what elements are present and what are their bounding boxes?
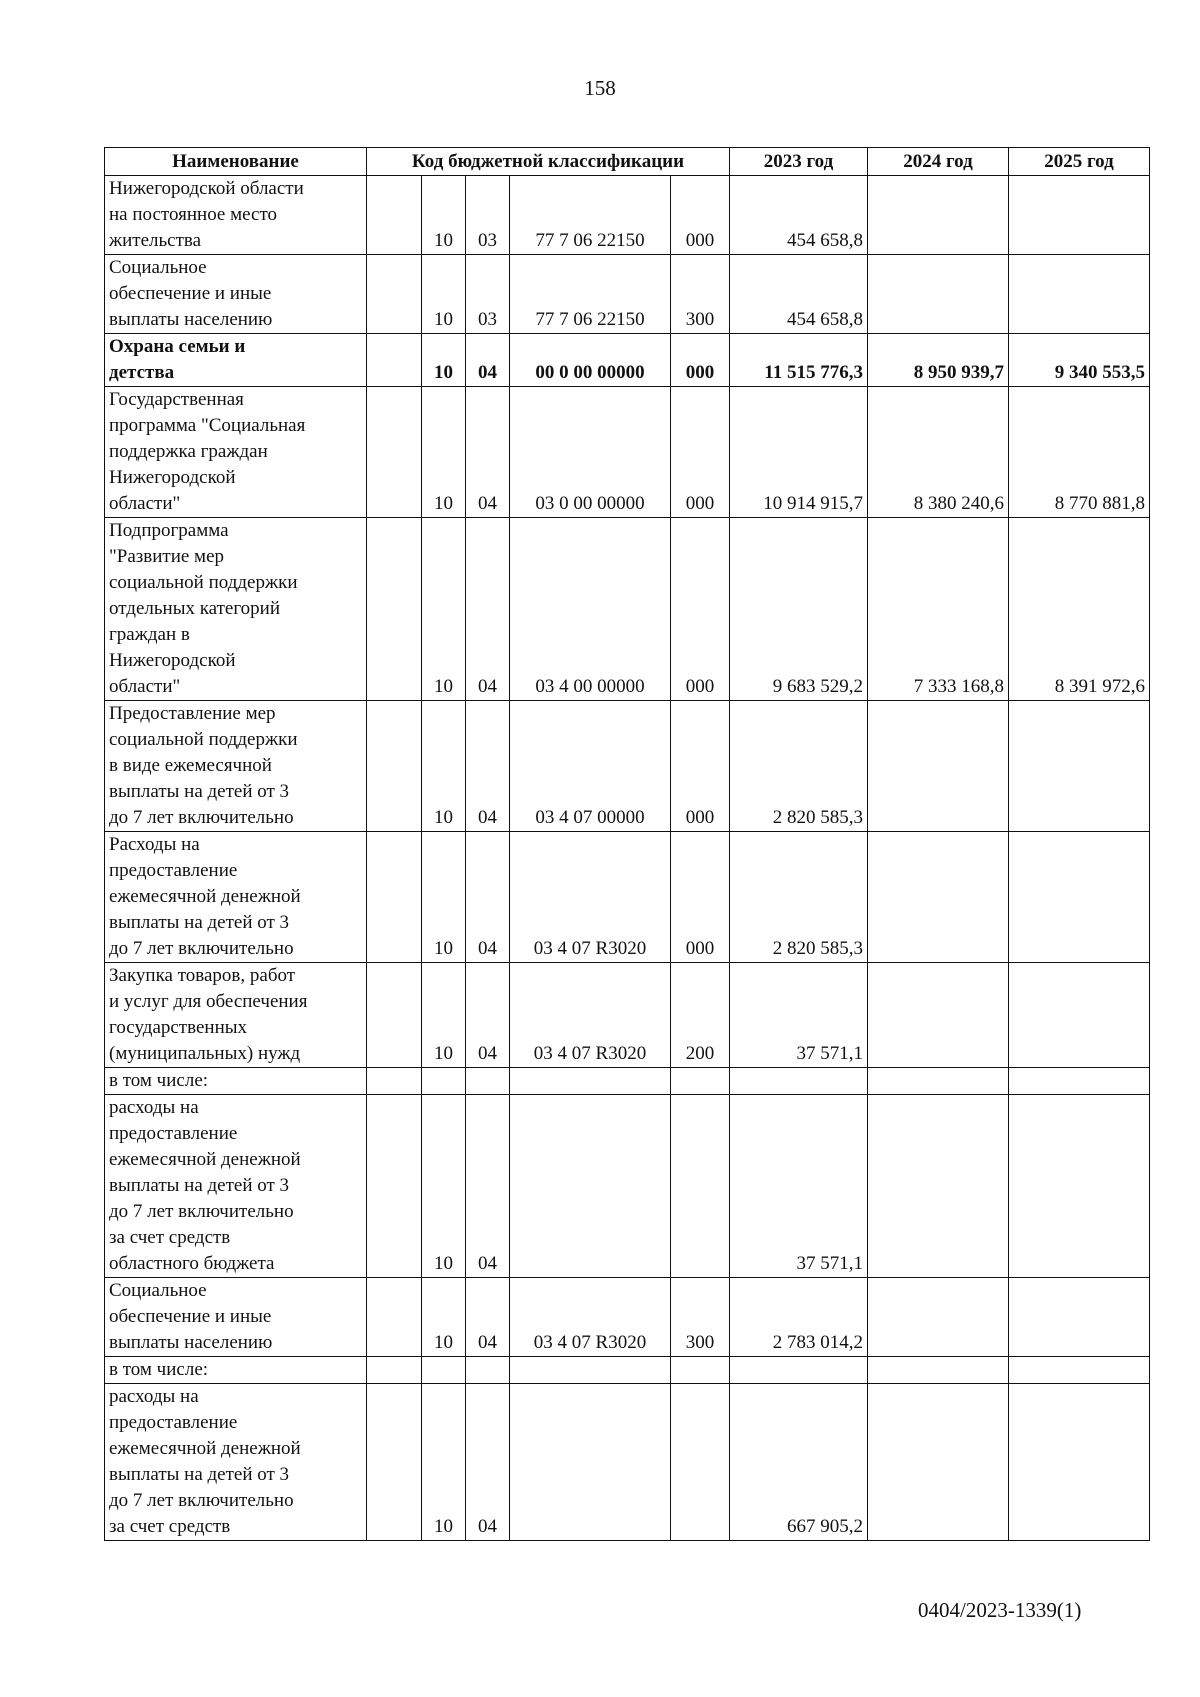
cell-y2024 [868,832,1009,963]
header-row [105,148,1150,176]
cell-name: расходы на предоставление ежемесячной денежной выплаты на детей от 3 до 7 лет включительно за счет средств [105,1384,367,1541]
header-2023: 2023 год [730,148,868,176]
header-2025: 2025 год [1009,148,1150,176]
cell-y2025: 9 340 553,5 [1009,334,1150,387]
cell-c2: 10 [422,832,466,963]
cell-y2023: 454 658,8 [730,176,868,255]
cell-c2 [422,1068,466,1095]
cell-c4: 03 4 07 00000 [510,701,671,832]
cell-c3: 03 [466,255,510,334]
table-row [105,176,1150,255]
cell-c4: 77 7 06 22150 [510,176,671,255]
cell-c2: 10 [422,1095,466,1278]
cell-y2024 [868,1384,1009,1541]
page-number: 158 [584,76,616,100]
cell-c4: 03 4 07 R3020 [510,832,671,963]
table-row [105,387,1150,518]
cell-name: расходы на предоставление ежемесячной денежной выплаты на детей от 3 до 7 лет включительно за счет средств областного бюджета [105,1095,367,1278]
cell-y2024 [868,1357,1009,1384]
cell-c5: 300 [671,1278,730,1357]
cell-y2025 [1009,176,1150,255]
cell-name: Расходы на предоставление ежемесячной денежной выплаты на детей от 3 до 7 лет включительно [105,832,367,963]
table-row [105,1384,1150,1541]
cell-c4: 00 0 00 00000 [510,334,671,387]
cell-name: Охрана семьи и детства [105,334,367,387]
budget-table [104,147,1150,1541]
cell-c4: 03 4 07 R3020 [510,1278,671,1357]
cell-name: в том числе: [105,1357,367,1384]
cell-c4 [510,1068,671,1095]
cell-c1 [367,255,422,334]
cell-y2025 [1009,1095,1150,1278]
cell-name: Нижегородской области на постоянное место жительства [105,176,367,255]
cell-y2023: 454 658,8 [730,255,868,334]
table-row [105,1357,1150,1384]
cell-c3: 03 [466,176,510,255]
cell-c5: 000 [671,334,730,387]
cell-y2025 [1009,255,1150,334]
cell-c3: 04 [466,1384,510,1541]
cell-y2023: 37 571,1 [730,963,868,1068]
header-name: Наименование [105,148,367,176]
cell-name: Подпрограмма "Развитие мер социальной поддержки отдельных категорий граждан в Нижегородской области" [105,518,367,701]
cell-c1 [367,518,422,701]
cell-y2025 [1009,1384,1150,1541]
cell-c4: 03 0 00 00000 [510,387,671,518]
table-row [105,255,1150,334]
cell-name: Социальное обеспечение и иные выплаты населению [105,1278,367,1357]
cell-y2024 [868,1278,1009,1357]
cell-c4: 03 4 07 R3020 [510,963,671,1068]
cell-c1 [367,701,422,832]
cell-c2: 10 [422,701,466,832]
cell-y2023 [730,1068,868,1095]
table-row [105,334,1150,387]
cell-c4 [510,1357,671,1384]
cell-c5: 000 [671,701,730,832]
cell-y2023 [730,1357,868,1384]
cell-c3: 04 [466,387,510,518]
cell-c2: 10 [422,963,466,1068]
cell-name: Закупка товаров, работ и услуг для обеспечения государственных (муниципальных) нужд [105,963,367,1068]
cell-c4: 03 4 00 00000 [510,518,671,701]
cell-y2023: 11 515 776,3 [730,334,868,387]
cell-c2 [422,1357,466,1384]
cell-y2025 [1009,1068,1150,1095]
cell-y2025: 8 391 972,6 [1009,518,1150,701]
cell-c5 [671,1357,730,1384]
cell-y2024: 8 950 939,7 [868,334,1009,387]
cell-y2023: 667 905,2 [730,1384,868,1541]
cell-y2024 [868,1095,1009,1278]
cell-c3: 04 [466,334,510,387]
cell-c2: 10 [422,255,466,334]
cell-c1 [367,1095,422,1278]
cell-c5 [671,1095,730,1278]
cell-c5: 300 [671,255,730,334]
header-2024: 2024 год [868,148,1009,176]
cell-y2024 [868,701,1009,832]
cell-y2025 [1009,1278,1150,1357]
cell-c3 [466,1357,510,1384]
cell-c1 [367,1384,422,1541]
cell-name: Предоставление мер социальной поддержки в виде ежемесячной выплаты на детей от 3 до 7 лет включительно [105,701,367,832]
cell-c3: 04 [466,963,510,1068]
cell-y2023: 9 683 529,2 [730,518,868,701]
table-row [105,1068,1150,1095]
cell-y2025 [1009,701,1150,832]
cell-y2025 [1009,832,1150,963]
cell-c4 [510,1095,671,1278]
table-row [105,518,1150,701]
cell-y2023: 2 820 585,3 [730,701,868,832]
table-row [105,701,1150,832]
cell-c3: 04 [466,701,510,832]
cell-y2023: 2 820 585,3 [730,832,868,963]
cell-name: Государственная программа "Социальная поддержка граждан Нижегородской области" [105,387,367,518]
cell-c1 [367,334,422,387]
cell-c3: 04 [466,832,510,963]
cell-y2023: 2 783 014,2 [730,1278,868,1357]
cell-c5: 000 [671,176,730,255]
cell-c2: 10 [422,334,466,387]
cell-name: в том числе: [105,1068,367,1095]
cell-c3: 04 [466,1095,510,1278]
header-code: Код бюджетной классификации [367,148,730,176]
table-row [105,1095,1150,1278]
cell-y2025: 8 770 881,8 [1009,387,1150,518]
table-row [105,832,1150,963]
cell-c1 [367,832,422,963]
cell-c2: 10 [422,518,466,701]
cell-y2024: 7 333 168,8 [868,518,1009,701]
cell-c5 [671,1068,730,1095]
table-row [105,1278,1150,1357]
cell-y2024: 8 380 240,6 [868,387,1009,518]
cell-y2025 [1009,963,1150,1068]
cell-c2: 10 [422,387,466,518]
cell-y2024 [868,963,1009,1068]
cell-c3 [466,1068,510,1095]
cell-c3: 04 [466,1278,510,1357]
cell-y2023: 10 914 915,7 [730,387,868,518]
cell-c1 [367,1357,422,1384]
table-row [105,963,1150,1068]
cell-y2024 [868,176,1009,255]
cell-y2023: 37 571,1 [730,1095,868,1278]
cell-c4 [510,1384,671,1541]
cell-c5: 000 [671,832,730,963]
document-code: 0404/2023-1339(1) [918,1598,1082,1622]
cell-y2025 [1009,1357,1150,1384]
cell-c1 [367,1278,422,1357]
cell-c4: 77 7 06 22150 [510,255,671,334]
cell-c5: 000 [671,518,730,701]
cell-c5: 000 [671,387,730,518]
cell-name: Социальное обеспечение и иные выплаты населению [105,255,367,334]
cell-c5: 200 [671,963,730,1068]
cell-y2024 [868,1068,1009,1095]
cell-c1 [367,1068,422,1095]
cell-c2: 10 [422,1278,466,1357]
cell-c1 [367,176,422,255]
cell-c2: 10 [422,176,466,255]
cell-c3: 04 [466,518,510,701]
cell-c2: 10 [422,1384,466,1541]
cell-c1 [367,963,422,1068]
cell-c1 [367,387,422,518]
cell-y2024 [868,255,1009,334]
cell-c5 [671,1384,730,1541]
